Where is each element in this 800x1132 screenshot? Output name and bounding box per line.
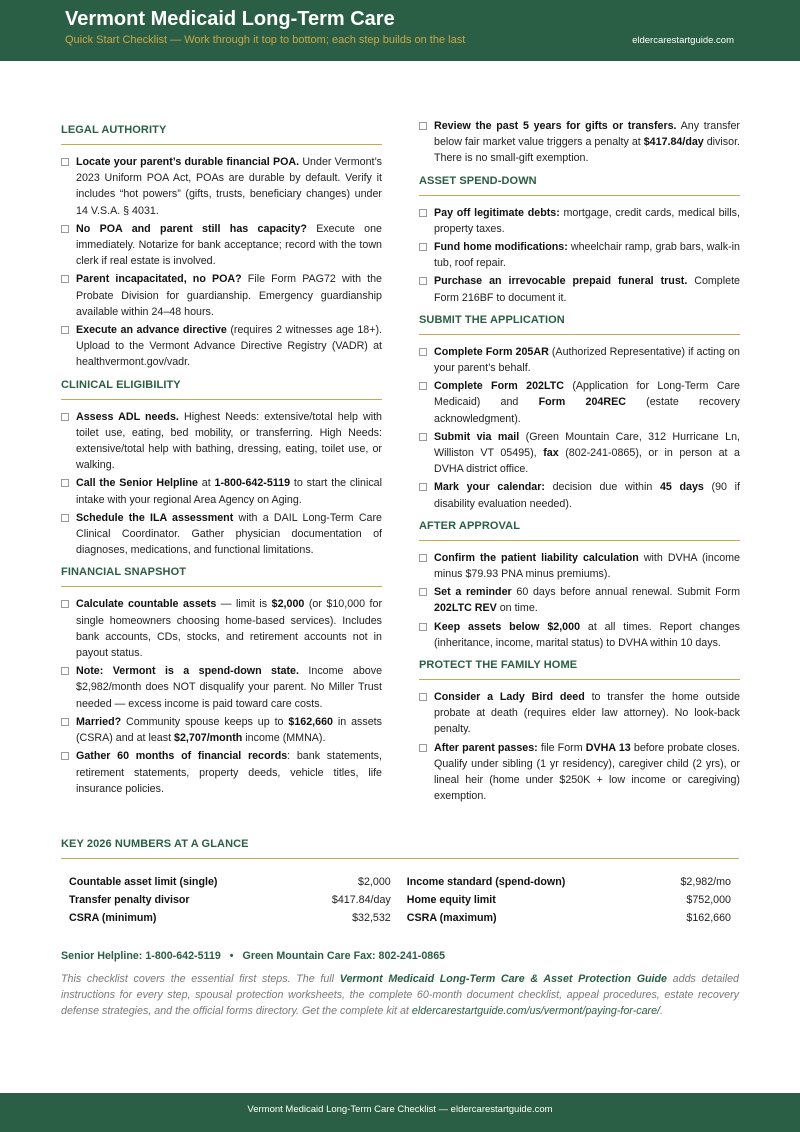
checkbox[interactable] — [419, 433, 427, 441]
item-bold-text: Execute an advance directive — [76, 324, 227, 337]
item-text: with DVHA (income minus $79.93 PNA minus premiums). — [434, 551, 740, 581]
item-text: (Application for Long-Term Care Medicaid) and — [434, 380, 740, 409]
checkbox[interactable] — [419, 348, 427, 356]
item-bold-text: Note: Vermont is a spend-down state. — [76, 665, 299, 678]
checklist-item — [61, 475, 382, 507]
checklist-item — [419, 344, 740, 376]
item-bold-text: Confirm the patient liability calculation — [434, 551, 639, 564]
checklist-item — [61, 154, 382, 219]
item-text: divisor. There is no small-gift exemption. — [434, 136, 741, 165]
note-text-1: This checklist covers the essential first steps. The full — [61, 973, 340, 985]
item-text: Under Vermont’s 2023 Uniform POA Act, POAs are durable by default. Verify it includes “hot powers” (gifts, trusts, beneficiary changes) under 14 V.S.A. § 4031. — [76, 156, 383, 217]
item-text: (estate recovery acknowledgment). — [434, 396, 740, 425]
checklist-item — [61, 748, 382, 797]
item-bold-text: Locate your parent’s durable financial POA. — [76, 156, 300, 168]
page-footer — [0, 1093, 800, 1132]
note-text-2: adds detailed instructions for every step, spousal protection worksheets, the complete 60-month document checklist, appeal procedures, estate recovery defense strategies, and the official forms directory. Get the complete kit at — [61, 973, 739, 1017]
item-text: with a DAIL Long-Term Care Clinical Coordinator. Gather physician documentation of diagnoses, medications, and functional limitations. — [76, 511, 382, 557]
checkbox[interactable] — [61, 479, 69, 487]
key-number-label: Home equity limit — [406, 894, 496, 906]
section-heading: CLINICAL ELIGIBILITY — [61, 373, 382, 400]
checkbox[interactable] — [419, 382, 427, 390]
item-text: wheelchair ramp, grab bars, walk-in tub, roof repair. — [434, 241, 740, 270]
page-header — [0, 0, 800, 61]
item-text: (Authorized Representative) if acting on your parent’s behalf. — [434, 345, 740, 375]
item-text: 60 days before annual renewal. Submit Form — [511, 586, 740, 599]
item-bold-text: 1-800-642-5119 — [214, 477, 291, 490]
checkbox[interactable] — [61, 413, 69, 421]
checkbox[interactable] — [419, 277, 427, 285]
item-text: in assets (CSRA) and at least — [76, 715, 382, 745]
key-number-row — [61, 909, 739, 927]
item-text: before probate closes. Qualify under sibling (1 yr residency), caregiver child (2 yrs), or lineal heir (home under $250K + low income or caregiving) exemption. — [434, 741, 740, 803]
item-bold-text: Gather 60 months of financial records — [76, 750, 288, 763]
key-number-value: $32,532 — [352, 912, 391, 924]
checklist-item — [419, 550, 740, 582]
key-numbers-table — [61, 873, 739, 927]
item-bold-text: $2,000 — [271, 598, 305, 611]
item-bold-text: Schedule the ILA assessment — [76, 511, 234, 524]
key-number-value: $2,000 — [358, 876, 391, 888]
item-text: Highest Needs: extensive/total help with toilet use, eating, bed mobility, or transferring. High Needs: extensive/total help with bathing, dressing, eating, toilet use, or walking. — [76, 410, 383, 472]
key-number-label: CSRA (maximum) — [406, 912, 497, 924]
checklist-item — [419, 429, 740, 478]
senior-helpline[interactable]: Senior Helpline: 1-800-642-5119 — [61, 950, 221, 962]
checklist-item — [419, 689, 740, 738]
page-subtitle: Quick Start Checklist — Work through it top to bottom; each step builds on the last — [65, 34, 466, 46]
checkbox[interactable] — [61, 326, 69, 334]
item-bold-text: Married? — [76, 715, 122, 728]
checkbox[interactable] — [61, 667, 69, 675]
item-bold-text: Purchase an irrevocable prepaid funeral trust. — [434, 275, 688, 288]
item-bold-text: Assess ADL needs. — [76, 410, 179, 423]
item-text: (Green Mountain Care, 312 Hurricane Ln, Williston VT 05495), — [434, 430, 740, 460]
fax-number: Green Mountain Care Fax: 802-241-0865 — [242, 950, 446, 962]
section-heading: PROTECT THE FAMILY HOME — [419, 653, 740, 680]
key-numbers-section — [61, 832, 739, 927]
item-bold-text: Mark your calendar: — [434, 481, 545, 494]
key-number-value: $417.84/day — [331, 894, 391, 906]
key-number-row — [61, 891, 739, 909]
guide-title: Vermont Medicaid Long-Term Care & Asset Protection Guide — [339, 973, 667, 985]
checklist-item — [61, 663, 382, 712]
section-heading: SUBMIT THE APPLICATION — [419, 308, 740, 335]
item-bold-text: DVHA 13 — [585, 741, 631, 754]
item-text: income (MMNA). — [242, 732, 326, 745]
checkbox[interactable] — [419, 209, 427, 217]
checklist-item — [61, 510, 382, 559]
key-number-value: $162,660 — [686, 912, 731, 924]
contact-line — [61, 950, 445, 962]
item-bold-text: $417.84/day — [643, 136, 704, 149]
item-bold-text: Fund home modifications: — [434, 241, 568, 254]
page-title: Vermont Medicaid Long-Term Care — [65, 8, 395, 30]
item-bold-text: Form 204REC — [538, 396, 626, 409]
note-text-3: . — [660, 1005, 663, 1017]
item-text: (or $10,000 for single homeowners choosing home-based services). Includes bank accounts, CDs, stocks, and retirement accounts not in payout status. — [76, 598, 383, 660]
guide-link[interactable]: eldercarestartguide.com/us/vermont/paying-for-care/ — [411, 1005, 660, 1017]
checklist-section — [419, 653, 740, 804]
item-bold-text: Set a reminder — [434, 586, 512, 599]
checkbox[interactable] — [419, 623, 427, 631]
item-bold-text: 202LTC REV — [434, 602, 497, 615]
section-heading: FINANCIAL SNAPSHOT — [61, 560, 382, 587]
checkbox[interactable] — [61, 275, 69, 283]
checkbox[interactable] — [61, 158, 69, 166]
item-bold-text: Submit via mail — [434, 430, 520, 443]
item-text: at — [197, 477, 215, 490]
checklist-item — [419, 740, 740, 805]
checklist-item — [61, 322, 382, 371]
item-bold-text: Pay off legitimate debts: — [434, 206, 560, 219]
checkbox[interactable] — [419, 744, 427, 752]
checkbox[interactable] — [419, 693, 427, 701]
item-bold-text: No POA and parent still has capacity? — [76, 222, 307, 235]
item-text: (requires 2 witnesses age 18+). Upload to the Vermont Advance Directive Registry (VADR) at healthvermont.gov/vadr. — [76, 324, 382, 369]
item-text: to start the clinical intake with your regional Area Agency on Aging. — [76, 477, 382, 506]
checklist-section — [419, 308, 740, 512]
section-heading: AFTER APPROVAL — [419, 514, 740, 541]
item-bold-text: $2,707/month — [174, 732, 243, 745]
checklist-item — [419, 205, 740, 237]
checklist-item — [61, 714, 382, 746]
item-text: decision due within — [544, 481, 660, 494]
item-text: Any transfer below fair market value triggers a penalty at — [434, 120, 740, 149]
checkbox[interactable] — [419, 122, 427, 130]
item-bold-text: Review the past 5 years for gifts or transfers. — [434, 120, 677, 132]
item-bold-text: fax — [543, 447, 559, 460]
item-text: Community spouse keeps up to — [121, 715, 289, 728]
item-text: (90 if disability evaluation needed). — [434, 481, 741, 510]
key-number-value: $752,000 — [686, 894, 731, 906]
checklist-section — [419, 169, 740, 306]
item-bold-text: Parent incapacitated, no POA? — [76, 273, 242, 286]
checklist-section — [61, 118, 382, 371]
item-text: mortgage, credit cards, medical bills, property taxes. — [434, 206, 740, 235]
section-heading: LEGAL AUTHORITY — [61, 118, 382, 145]
item-text: on time. — [496, 602, 538, 615]
item-text: — limit is — [216, 598, 272, 611]
checklist-item — [419, 118, 740, 167]
checkbox[interactable] — [61, 225, 69, 233]
item-bold-text: Complete Form 202LTC — [434, 380, 564, 393]
header-site-link[interactable]: eldercarestartguide.com — [632, 35, 734, 46]
checklist-item — [419, 273, 740, 305]
checklist-item — [419, 378, 740, 427]
checklist-item — [419, 479, 740, 511]
checklist-section — [61, 373, 382, 559]
key-number-label: Income standard (spend-down) — [406, 876, 566, 888]
section-heading: KEY 2026 NUMBERS AT A GLANCE — [61, 832, 739, 859]
checklist-section — [419, 514, 740, 651]
checkbox[interactable] — [419, 243, 427, 251]
item-text: Income above $2,982/month does NOT disqualify your parent. No Miller Trust needed — excess income is paid toward care costs. — [76, 665, 383, 710]
checkbox[interactable] — [61, 600, 69, 608]
checklist-item — [61, 596, 382, 661]
key-number-label: Transfer penalty divisor — [69, 894, 190, 906]
checklist-item — [61, 221, 382, 270]
item-text: : bank statements, retirement statements, property deeds, vehicle titles, life insurance policies. — [76, 750, 382, 795]
separator-dot: • — [229, 950, 234, 962]
item-text: File Form PAG72 with the Probate Division for guardianship. Emergency guardianship available within 24–48 hours. — [76, 273, 382, 318]
item-bold-text: Keep assets below $2,000 — [434, 620, 581, 633]
key-number-row — [61, 873, 739, 891]
right-column — [419, 118, 740, 807]
item-text: to transfer the home outside probate at death (requires elder law attorney). No look-back penalty. — [434, 691, 741, 736]
checkbox[interactable] — [419, 483, 427, 491]
checkbox[interactable] — [419, 554, 427, 562]
checkbox[interactable] — [61, 514, 69, 522]
item-text: (802-241-0865), or in person at a DVHA district office. — [434, 447, 740, 476]
left-column — [61, 118, 382, 799]
section-heading: ASSET SPEND-DOWN — [419, 169, 740, 196]
key-number-label: Countable asset limit (single) — [69, 876, 218, 888]
checklist-item — [419, 619, 740, 651]
checklist-item — [419, 239, 740, 271]
item-text: file Form — [537, 741, 586, 754]
item-bold-text: $162,660 — [288, 715, 333, 728]
footer-text: Vermont Medicaid Long-Term Care Checklist — eldercarestartguide.com — [247, 1104, 553, 1115]
item-bold-text: Complete Form 205AR — [434, 345, 549, 358]
checkbox[interactable] — [61, 718, 69, 726]
checkbox[interactable] — [419, 588, 427, 596]
checklist-section — [61, 560, 382, 796]
checkbox[interactable] — [61, 752, 69, 760]
closing-note — [61, 971, 739, 1019]
key-number-label: CSRA (minimum) — [69, 912, 157, 924]
checklist-item — [61, 409, 382, 474]
item-text: at all times. Report changes (inheritance, income, marital status) to DVHA within 10 days. — [434, 620, 740, 649]
key-number-value: $2,982/mo — [680, 876, 731, 888]
item-bold-text: 45 days — [659, 481, 704, 494]
item-bold-text: Calculate countable assets — [76, 598, 217, 611]
item-text: Complete Form 216BF to document it. — [434, 275, 740, 304]
item-bold-text: After parent passes: — [434, 741, 538, 754]
item-bold-text: Consider a Lady Bird deed — [434, 691, 585, 704]
checklist-item — [419, 584, 740, 616]
item-text: Execute one immediately. Notarize for bank acceptance; record with the town clerk if real estate is involved. — [76, 222, 382, 268]
checklist-item — [61, 271, 382, 320]
item-bold-text: Call the Senior Helpline — [76, 477, 198, 490]
